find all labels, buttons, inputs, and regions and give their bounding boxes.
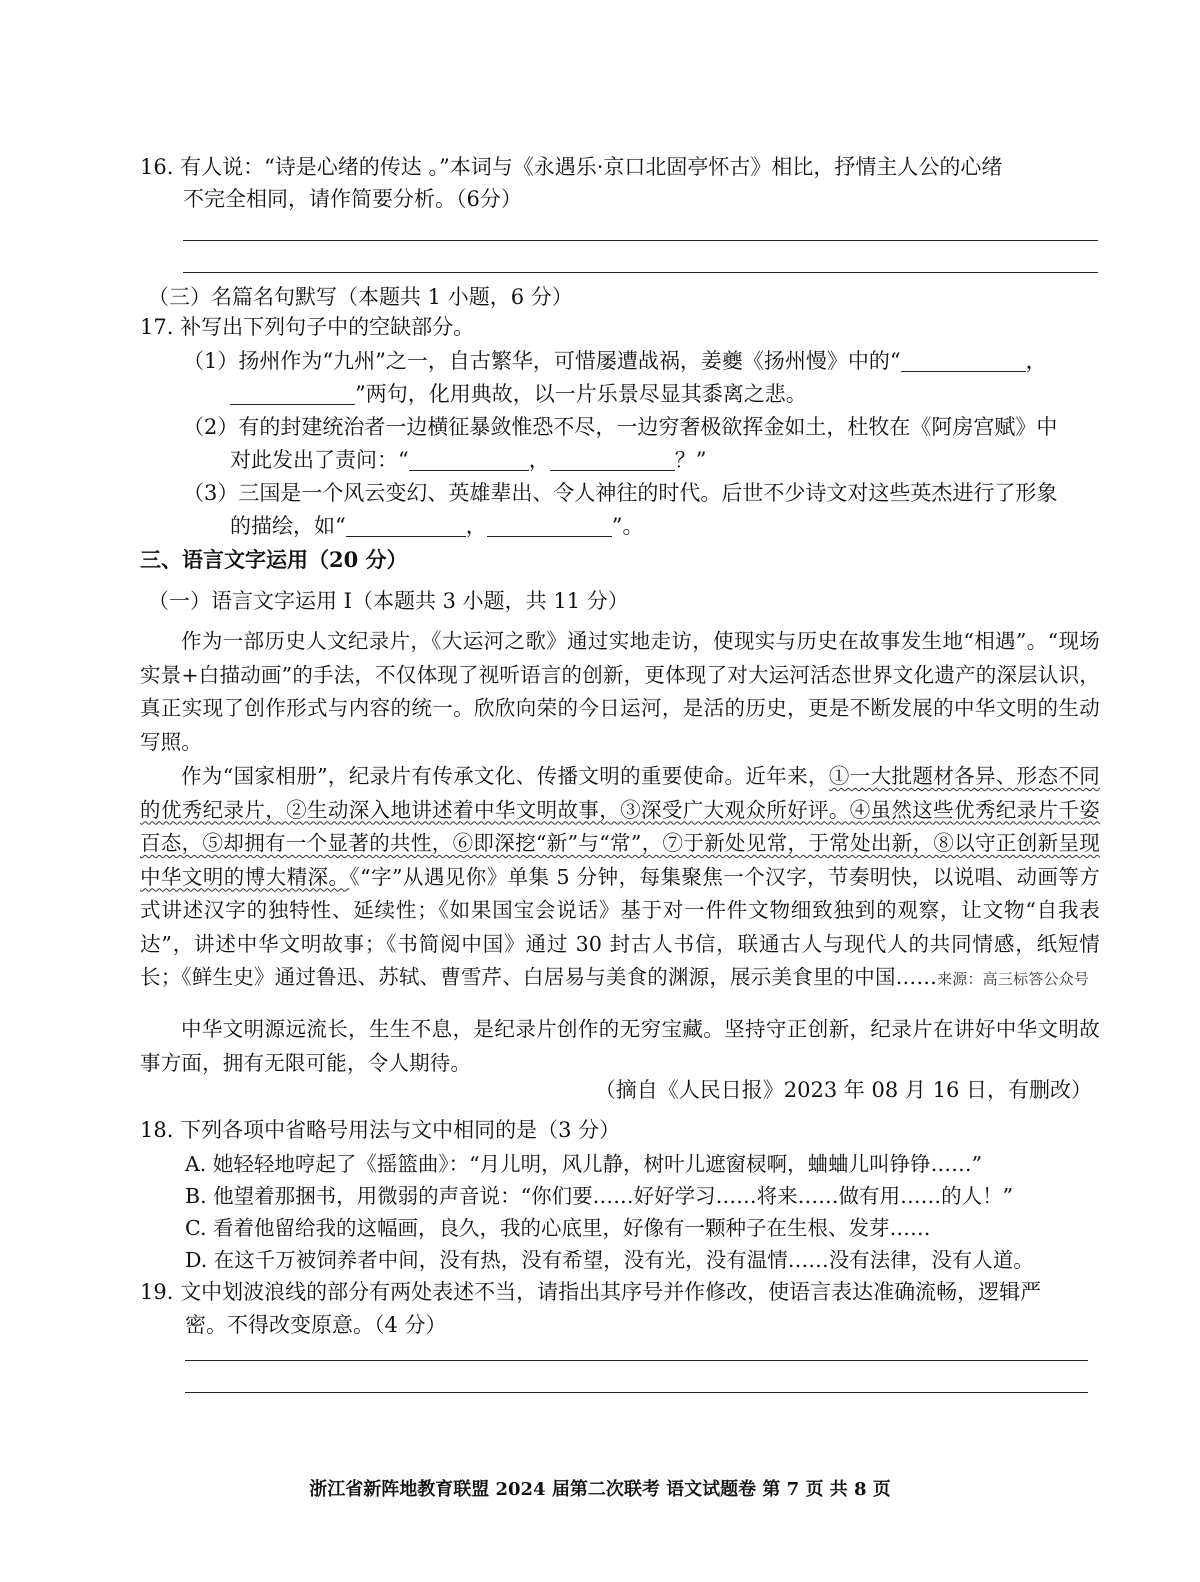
source-note: 来源：高三标答公众号 — [937, 970, 1090, 988]
q17-item2-sep: ， — [528, 448, 550, 472]
section-title-language-use-1: （一）语言文字运用 Ⅰ（本题共 3 小题，共 11 分） — [148, 589, 629, 613]
fill-blank[interactable] — [346, 514, 466, 537]
passage-paragraph-2 — [140, 760, 1100, 997]
q18-stem: 18. 下列各项中省略号用法与文中相同的是（3 分） — [140, 1118, 621, 1142]
answer-line — [185, 1392, 1088, 1393]
q17-item2-end: ？” — [674, 448, 707, 472]
q19-line2: 密。不得改变原意。（4 分） — [185, 1313, 447, 1337]
passage-p2-start: 作为“国家相册”，纪录片有传承文化、传播文明的重要使命。近年来， — [181, 764, 829, 788]
passage-paragraph-1: 作为一部历史人文纪录片，《大运河之歌》通过实地走访，使现实与历史在故事发生地“相遇”。“现场实景+白描动画”的手法，不仅体现了视听语言的创新，更体现了对大运河活态世界文化遗产的深层认识，真正实现了创作形式与内容的统一。欣欣向荣的今日运河，是活的历史，更是不断发展的中华文明的生动写照。 — [140, 629, 1100, 754]
passage-paragraph-3: 中华文明源远流长，生生不息，是纪录片创作的无穷宝藏。坚持守正创新，纪录片在讲好中华文明故事方面，拥有无限可能，令人期待。 — [140, 1017, 1100, 1075]
q17-item3-end: ”。 — [611, 514, 644, 538]
q17-item2-line2 — [230, 445, 707, 475]
q18-option-d[interactable]: D. 在这千万被饲养者中间，没有热，没有希望，没有光，没有温情……没有法律，没有人道。 — [185, 1248, 1034, 1272]
answer-line — [183, 240, 1098, 241]
part-title-language-use: 三、语言文字运用（20 分） — [140, 547, 408, 572]
fill-blank[interactable] — [409, 448, 529, 471]
section-title-mingpian: （三）名篇名句默写（本题共 1 小题，6 分） — [148, 285, 573, 309]
fill-blank[interactable] — [230, 382, 355, 405]
fill-blank[interactable] — [550, 448, 675, 471]
q17-item3-line1: （3）三国是一个风云变幻、英雄辈出、令人神往的时代。后世不少诗文对这些英杰进行了形象 — [183, 481, 1058, 505]
q17-item2-line1: （2）有的封建统治者一边横征暴敛惟恐不尽，一边穷奢极欲挥金如土，杜牧在《阿房宫赋》中 — [183, 415, 1058, 439]
q17-item1-line1 — [183, 346, 1047, 376]
q17-item3-sep: ， — [465, 514, 487, 538]
fill-blank[interactable] — [901, 349, 1026, 372]
q16-line2: 不完全相同，请作简要分析。（6分） — [183, 187, 522, 211]
answer-line — [185, 1360, 1088, 1361]
q16-line1: 16. 有人说：“诗是心绪的传达 。”本词与《永遇乐·京口北固亭怀古》相比，抒情主人公的心绪 — [140, 155, 1003, 179]
q17-item1-line2 — [230, 379, 807, 409]
q17-stem: 17. 补写出下列句子中的空缺部分。 — [140, 315, 475, 339]
wavy-underlined-text: ①一大批题材各异、形态不同的优秀纪录片，②生动深入地讲述着中华文明故事，③深受广大观众所好评。④虽然这些优秀纪录片千姿百态，⑤却拥有一个显著的共性，⑥即深挖“新”与“常”，⑦于新处见常，于常处出新，⑧以守正创新呈现中华文明的博大精深。 — [140, 764, 1100, 889]
q18-option-a[interactable]: A. 她轻轻地哼起了《摇篮曲》：“月儿明，风儿静，树叶儿遮窗棂啊，蛐蛐儿叫铮铮……” — [185, 1152, 983, 1176]
citation: （摘自《人民日报》2023 年 08 月 16 日，有删改） — [594, 1078, 1092, 1102]
q17-item1-text: （1）扬州作为“九州”之一，自古繁华，可惜屡遭战祸，姜夔《扬州慢》中的“ — [183, 349, 901, 373]
q17-item3-line2 — [230, 511, 644, 541]
answer-line — [183, 272, 1098, 273]
q17-item3-text: 的描绘，如“ — [230, 514, 346, 538]
q18-option-b[interactable]: B. 他望着那捆书，用微弱的声音说：“你们要……好好学习……将来……做有用……的人！” — [185, 1184, 1014, 1208]
passage-p2-rest: 《“字”从遇见你》单集 5 分钟，每集聚焦一个汉字，节奏明快，以说唱、动画等方式讲述汉字的独特性、延续性；《如果国宝会说话》基于对一件件文物细致独到的观察，让文物“自我表达”，讲述中华文明故事；《书简阅中国》通过 30 封古人书信，联通古人与现代人的共同情感，纸短情长；《鲜生史》通过鲁迅、苏轼、曹雪芹、白居易与美食的渊源，展示美食里的中国…… — [140, 864, 1101, 989]
q18-option-c[interactable]: C. 看着他留给我的这幅画，良久，我的心底里，好像有一颗种子在生根、发芽…… — [185, 1216, 931, 1240]
q17-item1-tail: ”两句，化用典故，以一片乐景尽显其黍离之悲。 — [355, 382, 807, 406]
q17-item2-text: 对此发出了责问：“ — [230, 448, 409, 472]
page-footer: 浙江省新阵地教育联盟 2024 届第二次联考 语文试题卷 第 7 页 共 8 页 — [309, 1479, 891, 1500]
q19-line1: 19. 文中划波浪线的部分有两处表述不当，请指出其序号并作修改，使语言表达准确流畅，逻辑严 — [140, 1280, 1042, 1304]
fill-blank[interactable] — [487, 514, 612, 537]
q17-item1-sep: ， — [1025, 349, 1047, 373]
